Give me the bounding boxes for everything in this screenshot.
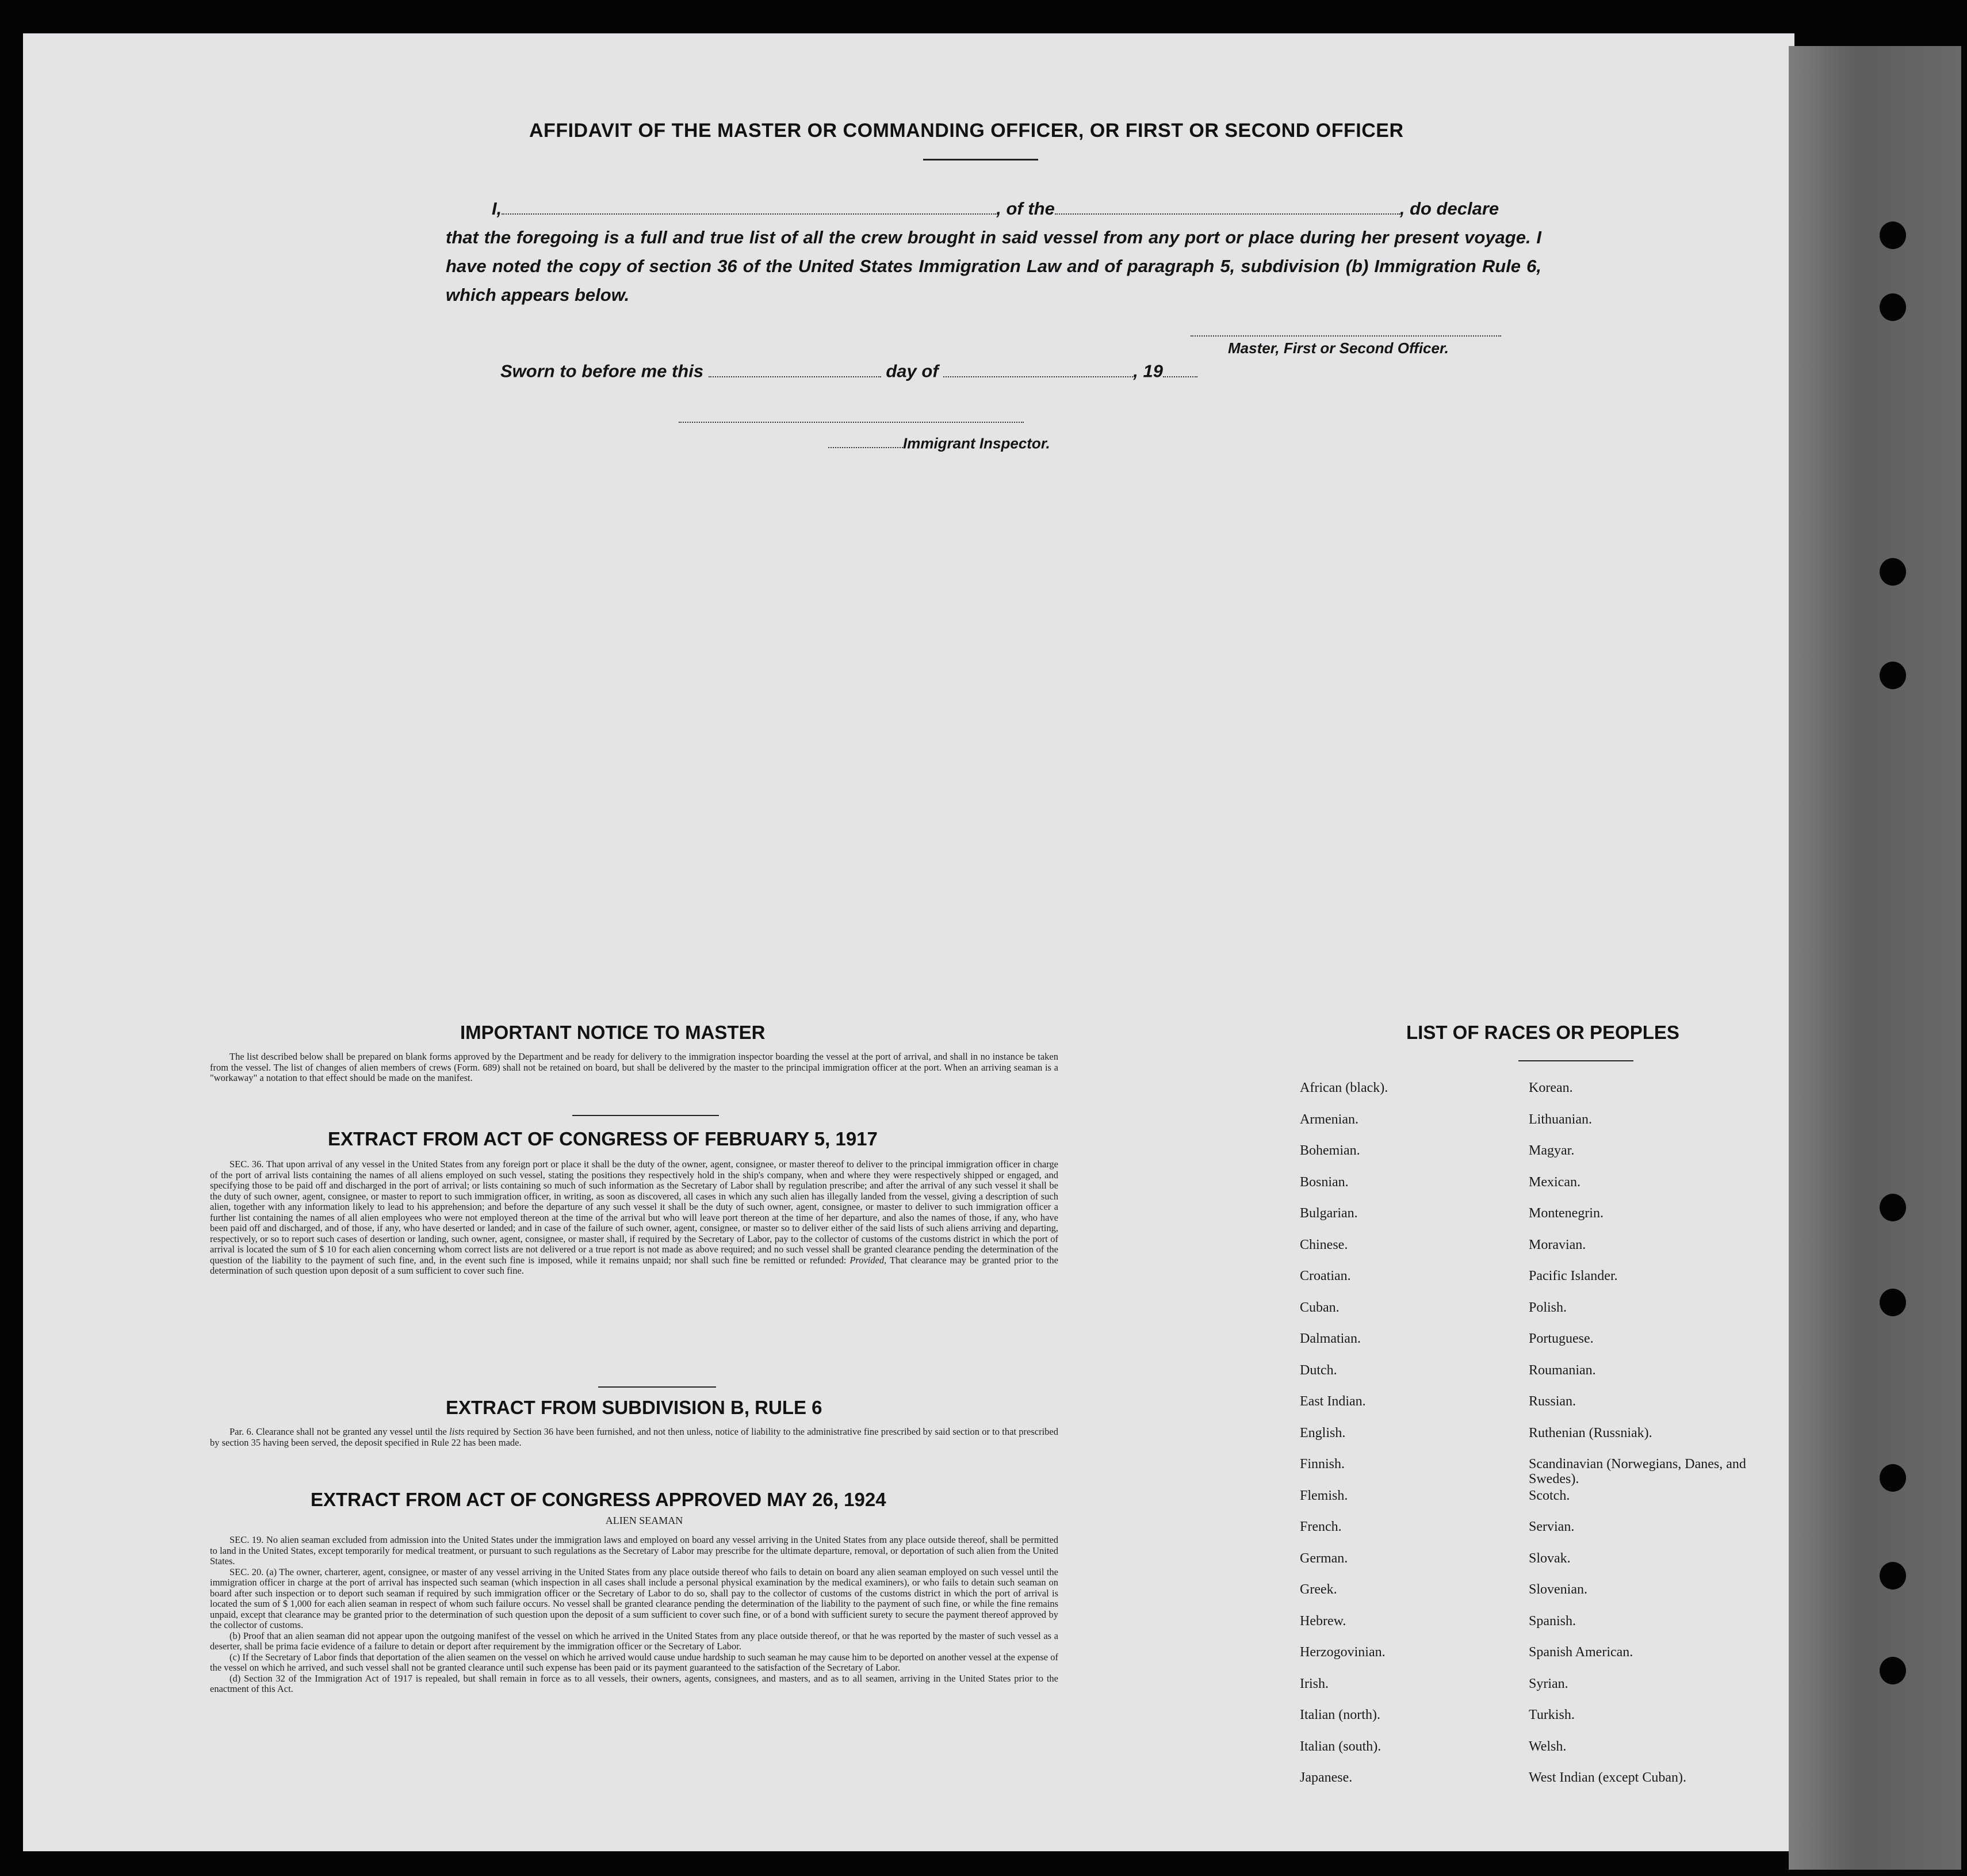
binding-strip	[1789, 46, 1961, 1870]
section-36-label: SEC. 36.	[229, 1159, 264, 1170]
race-item: Roumanian.	[1529, 1362, 1596, 1378]
sworn-day-field[interactable]	[709, 357, 881, 377]
inspector-signature-field[interactable]	[679, 422, 1024, 423]
race-item: Irish.	[1300, 1676, 1329, 1691]
race-item: Slovak.	[1529, 1550, 1571, 1566]
inspector-label-text: Immigrant Inspector.	[903, 434, 1050, 452]
section-20-label: SEC. 20.	[229, 1566, 264, 1577]
section-36-text-end: That clearance may be granted prior to the determination of such question upon deposit of a sum sufficient to cover such fine.	[210, 1254, 1059, 1276]
master-signature-field[interactable]	[1191, 335, 1501, 337]
section-20b-text: (b) Proof that an alien seaman did not appear upon the outgoing manifest of the vessel on which he arrived in the United States from any place outside thereof, or that he was reported by the master of such vessel as a deserter, shall be prima facie evidence of a failure to detain or deport after requirement by the immigration officer or the Secretary of Labor.	[210, 1630, 1058, 1652]
section-20c-text: (c) If the Secretary of Labor finds that deportation of the alien seamen on the vessel on which he arrived would cause undue hardship to such seaman he may cause him to be deported on another vessel at the expense of the vessel on which he arrived, and such vessel shall not be granted clearance until such expense has been paid or its payment guaranteed to the satisfaction of the Secretary of Labor.	[210, 1651, 1058, 1673]
race-item: African (black).	[1300, 1080, 1388, 1095]
declarant-name-field[interactable]	[502, 194, 996, 215]
race-item: French.	[1300, 1519, 1342, 1534]
lists-text: lists	[449, 1426, 465, 1437]
race-item: Hebrew.	[1300, 1613, 1346, 1629]
section-20a-text: (a) The owner, charterer, agent, consignee, or master of any vessel arriving in the United States from any place outside thereof who fails to detain on board any alien seaman employed on such vessel until the immigration officer in charge at the port of arrival has inspected such seaman (which inspection in all cases shall include a personal physical examination by the medical examiners), or who fails to detain such seaman on board after such inspection or to deport such seaman if required by such immigration officer or the Secretary of Labor to do so, shall pay to the collector of customs of the customs district in which the port of arrival is located the sum of $ 1,000 for each alien seaman in respect of whom such failure occurs. No vessel shall be granted clearance pending the determination of the liability to the payment of such fine, or while the fine remains unpaid, except that clearance may be granted prior to the determination of such question upon the deposit of a sum sufficient to cover such fine, or of a bond with sufficient surety to secure the payment thereof approved by the collector of customs.	[210, 1566, 1058, 1630]
punch-hole	[1880, 1657, 1906, 1684]
race-item: Pacific Islander.	[1529, 1269, 1618, 1283]
top-tab-hole	[775, 0, 805, 32]
race-item: Welsh.	[1529, 1739, 1567, 1754]
race-item: East Indian.	[1300, 1394, 1366, 1409]
extract-rule6-text	[210, 1427, 1058, 1448]
form-page	[23, 33, 1794, 1851]
section-36-text: That upon arrival of any vessel in the United States from any foreign port or place it shall be the duty of the owner, agent, consignee, or master thereof to deliver to the principal immigration officer in charge of the port of arrival lists containing the names of all aliens employed on such vessel, stating the positions they respectively hold in the ship's company, when and where they were respectively shipped or engaged, and specifying those to be paid off and discharged in the port of arrival; or lists containing so much of such information as the Secretary of Labor shall by regulation prescribe; and after the arrival of any such vessel it shall be the duty of such owner, agent, consignee, or master to report to such immigration officer, in writing, as soon as discovered, all cases in which any such alien has illegally landed from the vessel, giving a description of such alien, together with any information likely to lead to his apprehension; and before the departure of any such vessel it shall be the duty of such owner, agent, consignee, or master to deliver to such immigration officer a further list containing the names of all alien employees who were not employed thereon at the time of the arrival but who will leave port thereon at the time of her departure, and also the names of those, if any, who have been paid off and discharged, and of those, if any, who have deserted or landed; and in case of the failure of such owner, agent, consignee, or master so to deliver either of the said lists of such aliens arriving and departing, respectively, or so to report such cases of desertion or landing, such owner, agent, consignee, or master shall, if required by the Secretary of Labor, pay to the collector of customs of the customs district in which the port of arrival is located the sum of $ 10 for each alien concerning whom correct lists are not delivered or a true report is not made as above required; and no such vessel shall be granted clearance pending the determination of the question of the liability to the payment of such fine, and, in the event such fine is imposed, while it remains unpaid; nor shall such fine be remitted or refunded:	[210, 1159, 1059, 1266]
year-prefix: , 19	[1133, 361, 1163, 381]
section-20d-text: (d) Section 32 of the Immigration Act of 1917 is repealed, but shall remain in force as to all vessels, their owners, agents, consignees, and masters, and as to all seamen, arriving in the United States prior to the enactment of this Act.	[210, 1672, 1058, 1694]
punch-hole	[1880, 558, 1906, 586]
punch-hole	[1880, 221, 1906, 249]
race-item: German.	[1300, 1550, 1348, 1566]
punch-hole	[1880, 1464, 1906, 1492]
inspector-label	[828, 431, 1050, 452]
affidavit-body	[446, 194, 1541, 310]
race-item: Lithuanian.	[1529, 1111, 1592, 1127]
provided-text: Provided,	[849, 1254, 887, 1266]
race-item: Korean.	[1529, 1080, 1573, 1095]
notice-rule	[572, 1115, 719, 1116]
race-item: Japanese.	[1300, 1770, 1353, 1785]
section-19-label: SEC. 19.	[229, 1534, 264, 1545]
sworn-month-field[interactable]	[943, 357, 1133, 377]
race-item: Flemish.	[1300, 1488, 1348, 1503]
par-6-label: Par. 6.	[229, 1426, 254, 1437]
extract-1917-rule	[598, 1386, 716, 1388]
race-item: Scotch.	[1529, 1488, 1570, 1503]
race-item: Italian (south).	[1300, 1739, 1382, 1754]
race-item: Ruthenian (Russniak).	[1529, 1425, 1652, 1441]
race-item: Polish.	[1529, 1300, 1567, 1315]
punch-hole	[1880, 293, 1906, 321]
race-item: Servian.	[1529, 1519, 1575, 1534]
punch-hole	[1880, 1194, 1906, 1221]
par-6-text-a: Clearance shall not be granted any vessel until the	[256, 1426, 447, 1437]
extract-1924-title: EXTRACT FROM ACT OF CONGRESS APPROVED MAY 26, 1924	[311, 1489, 886, 1510]
race-item: Portuguese.	[1529, 1331, 1594, 1346]
race-item: Greek.	[1300, 1582, 1337, 1597]
race-item: Syrian.	[1529, 1676, 1568, 1691]
punch-hole	[1880, 1562, 1906, 1590]
master-signature-label: Master, First or Second Officer.	[1228, 339, 1449, 357]
race-item: Moravian.	[1529, 1237, 1586, 1252]
race-item: Herzogovinian.	[1300, 1645, 1386, 1660]
race-item: Italian (north).	[1300, 1707, 1380, 1722]
race-item: Cuban.	[1300, 1300, 1340, 1315]
race-item: Bulgarian.	[1300, 1206, 1358, 1221]
race-item: Bosnian.	[1300, 1174, 1349, 1190]
extract-1917-text	[210, 1159, 1058, 1277]
race-item: Finnish.	[1300, 1457, 1345, 1472]
notice-paragraph: The list described below shall be prepared on blank forms approved by the Department and be ready for delivery to the immigration inspector boarding the vessel at the port of arrival, and shall in no instance be taken from the vessel. The list of changes of alien members of crews (Form. 689) shall not be retained on board, but shall be delivered by the master to the principal immigration officer at the port. When an arriving seaman is a "workaway" a notation to that effect should be made on the manifest.	[210, 1051, 1058, 1083]
alien-seaman-subtitle: ALIEN SEAMAN	[605, 1515, 683, 1526]
extract-1924-text	[210, 1535, 1058, 1695]
inspector-name-dots	[828, 431, 903, 448]
race-item: Croatian.	[1300, 1269, 1351, 1283]
punch-hole	[1880, 662, 1906, 689]
extract-1917-title: EXTRACT FROM ACT OF CONGRESS OF FEBRUARY 5, 1917	[328, 1128, 878, 1149]
declare-text: , do declare	[1399, 198, 1499, 219]
race-item: Dalmatian.	[1300, 1331, 1361, 1346]
extract-rule6-title: EXTRACT FROM SUBDIVISION B, RULE 6	[446, 1397, 822, 1418]
declarant-prefix: I,	[492, 198, 502, 219]
affidavit-title-rule	[923, 159, 1038, 161]
race-item: Armenian.	[1300, 1111, 1358, 1127]
race-item: Mexican.	[1529, 1174, 1581, 1190]
par-6-text-b: required by Section 36 have been furnished, and not then unless, notice of liability to the administrative fine prescribed by said section or to that prescribed by section 35 having been served, the deposit specified in Rule 22 has been made.	[210, 1426, 1059, 1448]
race-item: Dutch.	[1300, 1362, 1337, 1378]
races-title: LIST OF RACES OR PEOPLES	[1406, 1022, 1679, 1043]
race-item: Spanish American.	[1529, 1645, 1633, 1660]
race-item: English.	[1300, 1425, 1346, 1441]
race-item: Magyar.	[1529, 1143, 1575, 1158]
affidavit-title: AFFIDAVIT OF THE MASTER OR COMMANDING OFFICER, OR FIRST OR SECOND OFFICER	[529, 120, 1404, 142]
race-item: Russian.	[1529, 1394, 1576, 1409]
section-19-text: No alien seaman excluded from admission into the United States under the immigration laws and employed on board any vessel arriving in the United States from any place outside thereof, shall be permitted to land in the United States, except temporarily for medical treatment, or pursuant to such regulations as the Secretary of Labor may prescribe for the ultimate departure, removal, or deportation of such alien from the United States.	[210, 1534, 1058, 1566]
top-tab-hole	[1071, 0, 1101, 32]
race-item: West Indian (except Cuban).	[1529, 1770, 1686, 1785]
affidavit-statement: that the foregoing is a full and true list of all the crew brought in said vessel from any port or place during her present voyage. I have noted the copy of section 36 of the United States Immigration Law and of paragraph 5, subdivision (b) Immigration Rule 6, which appears below.	[446, 227, 1541, 305]
day-of-text: day of	[886, 361, 939, 381]
race-item: Spanish.	[1529, 1613, 1576, 1629]
races-title-rule	[1518, 1060, 1633, 1061]
sworn-prefix: Sworn to before me this	[500, 361, 704, 381]
sworn-line	[500, 357, 1197, 382]
sworn-year-field[interactable]	[1163, 357, 1197, 377]
declaration-line	[446, 194, 1541, 223]
race-item: Scandinavian (Norwegians, Danes, and Swedes).	[1529, 1457, 1746, 1487]
notice-title: IMPORTANT NOTICE TO MASTER	[460, 1022, 766, 1043]
race-item: Turkish.	[1529, 1707, 1575, 1722]
race-item: Slovenian.	[1529, 1582, 1587, 1597]
race-item: Bohemian.	[1300, 1143, 1360, 1158]
race-item: Chinese.	[1300, 1237, 1348, 1252]
punch-hole	[1880, 1289, 1906, 1316]
race-item: Montenegrin.	[1529, 1206, 1604, 1221]
of-the-text: , of the	[996, 198, 1055, 219]
vessel-name-field[interactable]	[1055, 194, 1400, 215]
notice-text	[210, 1052, 1058, 1084]
